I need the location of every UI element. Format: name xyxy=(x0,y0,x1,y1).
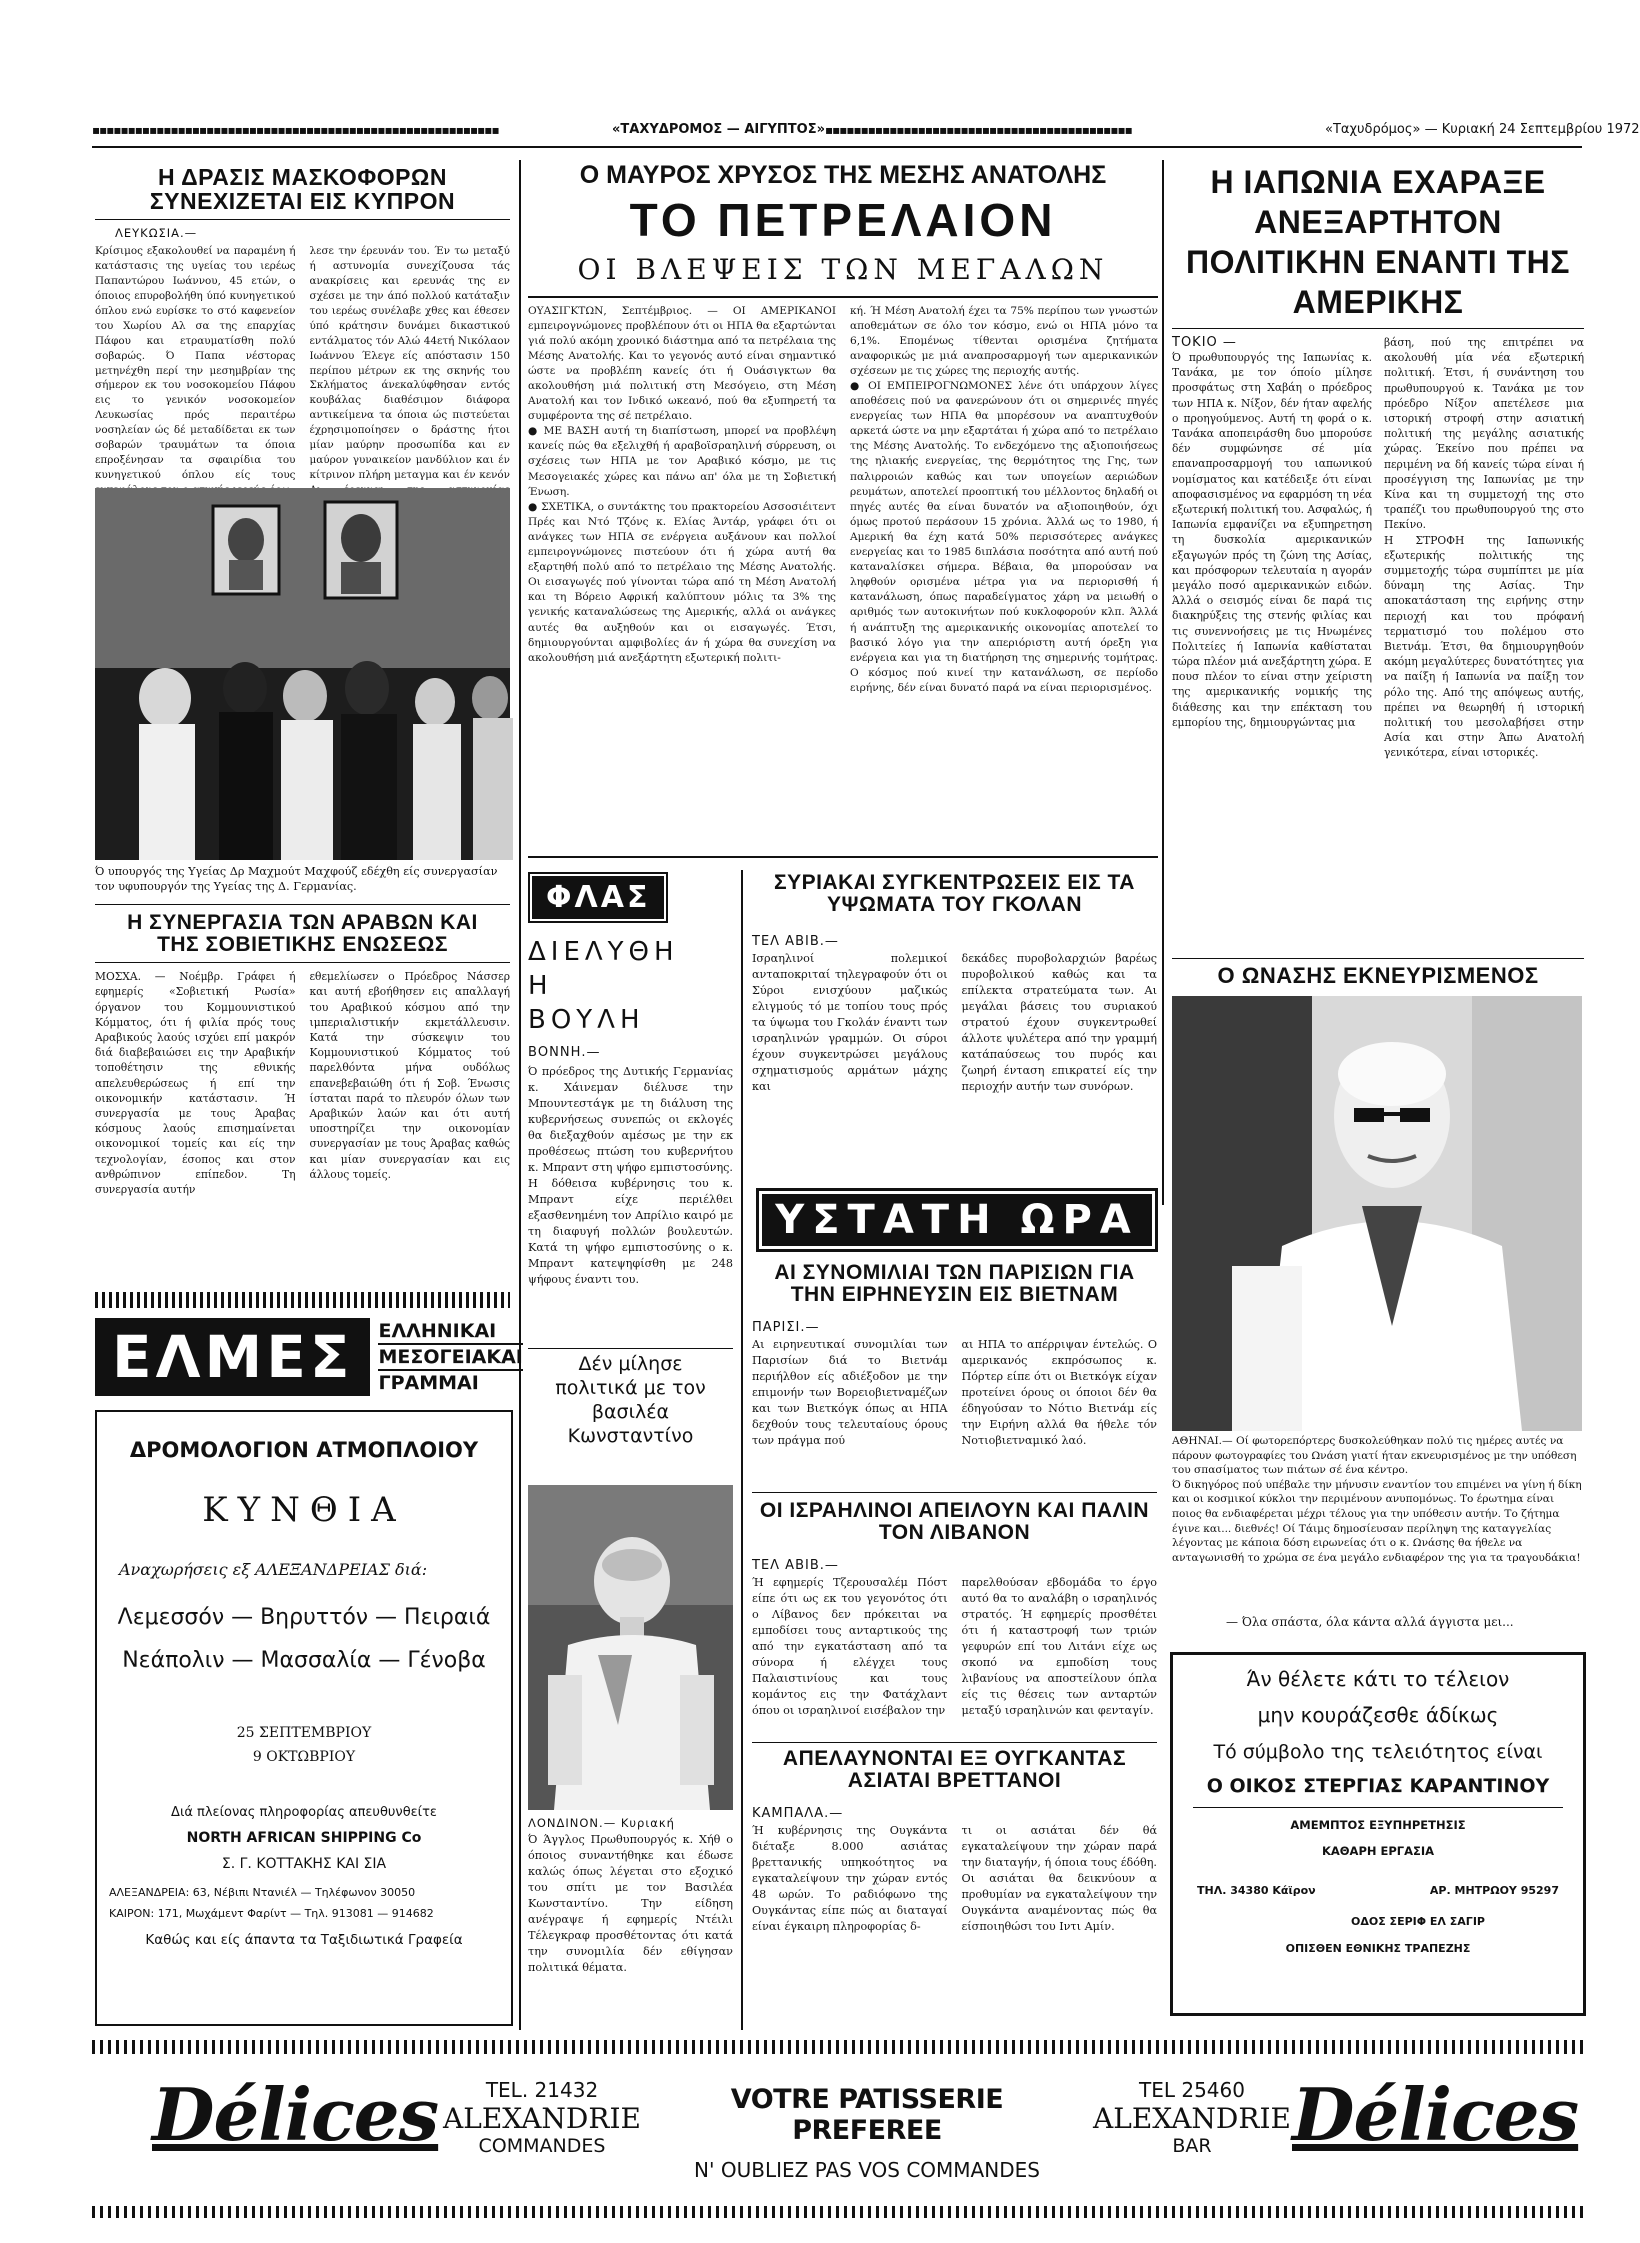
headline-rule xyxy=(95,219,510,220)
arabs-article xyxy=(95,912,510,1197)
delices-logo-left: Délices xyxy=(152,2072,439,2157)
paris-headline: ΑΙ ΣΥΝΟΜΙΛΙΑΙ ΤΩΝ ΠΑΡΙΣΙΩΝ ΓΙΑ ΤΗΝ ΕΙΡΗΝΕΥΣΙΝ ΕΙΣ ΒΙΕΤΝΑΜ xyxy=(774,1261,1135,1307)
japan-headline: Η ΙΑΠΩΝΙΑ ΕΧΑΡΑΞΕ ΑΝΕΞΑΡΤΗΤΟΝ ΠΟΛΙΤΙΚΗΝ ΕΝΑΝΤΙ ΤΗΣ ΑΜΕΡΙΚΗΣ xyxy=(1186,164,1570,320)
stergias-tel: ΤΗΛ. 34380 Κάϊρον xyxy=(1197,1884,1316,1897)
israel-headline: ΟΙ ΙΣΡΑΗΛΙΝΟΙ ΑΠΕΙΛΟΥΝ ΚΑΙ ΠΑΛΙΝ ΤΟΝ ΛΙΒΑΝΟΝ xyxy=(759,1499,1150,1545)
onassis-caption: ΑΘΗΝΑΙ.— Οί φωτορεπόρτερς δυσκολεύθηκαν πολύ τις ημέρες αυτές να πάρουν φωτογραφίες του Ωνάση γιατί ήταν εκνευρισμένος με την υπόθεση του σπασίματος των πιάτων σέ ένα κέντρο. Ό δικηγόρος πού υπέβαλε την μήνυσιν εναντίον του επιμένει να γίνη ή δίκη και οι κοσμικοί κύκλοι την περιμένουν ανυπομόνως. Το έρωτημα είναι ποιος θα ενδιαφέρεται μέχρι τέλους για την υπόθεσιν αυτήν. Το ζήτημα έγινε και... διεθνές! Οί Τάιμς δημοσίευσαν περίληψη της καταγγελίας λέγοντας με κάποια δόση ειρωνείας ότι ο κ. Ωνάσης θα ήθελε να ανταγωνισθή το χρώμα σε ένα μεγάλο ενδιαφέρον της για τα τραγουδάκια! xyxy=(1172,1435,1582,1564)
stergias-line2: μην κουράζεσθε άδίκως xyxy=(1257,1703,1499,1727)
delices-ad xyxy=(92,2058,1584,2198)
syria-dateline: ΤΕΛ ΑΒΙΒ.— xyxy=(752,934,839,950)
constantine-dateline: ΛΟΝΔΙΝΟΝ.— Κυριακή xyxy=(528,1816,675,1830)
ad-rule xyxy=(1193,1807,1563,1808)
elmes-route2: Νεάπολιν — Μασσαλία — Γένοβα xyxy=(122,1648,486,1673)
stergias-service: ΑΜΕΜΠΤΟΣ ΕΞΥΠΗΡΕΤΗΣΙΣ xyxy=(1290,1818,1466,1832)
japan-text-a: Ό πρωθυπουργός της Ιαπωνίας κ. Τανάκα, με τον όποίο μίλησε προσφάτως στη Χαβάη ο πρόεδρος των ΗΠΑ κ. Νίξον, δέν ήταν αφελής ο προηγούμενος. Αυτή τη φορά ο κ. Τανάκα αποπειράσθη δυο μπορούσε δέν συμφώνησε σέ μία επαναπροσαρμογή του ιαπωνικού νομίσματος και κατέδειξε ότι είναι αποφασισμένος να εφαρμόση τη νέα εξωτερική πολιτική του. Ασφαλώς, ή Ιαπωνία εμφανίζει να εξυπηρετηση τη δυσκολία αμερικανικών εξαγωγών πρός τη ζώνη της Ασίας, και πρόσφορων τελευταία η αγοράν μεγάλο ποσό αμερικανικών ειδών. Άλλά ο σεισμός είναι δε παρά τις διακηρύξεις της στενής φιλίας και τις συνεννοήσεις με τις Ηνωμένες Πολιτείες ή Ιαπωνία καθίσταται τώρα πλέον μιά ανεξάρτητη χώρα. Ε πουσ πλέον το είναι στην χείριστη της αμερικανικής νομικής της διάθεσης και την επέκταση του εμπορίου της, δημιουργώντας μια xyxy=(1172,351,1372,729)
elmes-alex-address: ΑΛΕΞΑΝΔΡΕΙΑ: 63, Νέβιπι Ντανιέλ — Τηλέφωνον 30050 xyxy=(109,1886,416,1899)
constantine-text-block xyxy=(528,1816,733,1976)
japan-article xyxy=(1172,162,1584,761)
hatched-divider xyxy=(95,1292,510,1308)
uganda-dateline: ΚΑΜΠΑΛΑ.— xyxy=(752,1806,844,1822)
constantine-article xyxy=(528,1352,733,1448)
oil-article xyxy=(528,162,1158,696)
column-divider xyxy=(1162,160,1164,1205)
delices-tel2: TEL 25460 xyxy=(1139,2078,1245,2102)
elmes-title: ΔΡΟΜΟΛΟΓΙΟΝ ΑΤΜΟΠΛΟΙΟΥ xyxy=(129,1438,479,1462)
syria-text-a: Ισραηλινοί πολεμικοί ανταποκριταί τηλεγραφούν ότι οι Σύροι ενισχύουν μαζικώς ελιγμούς τό με τοπίου τους πρός τα ύψωμα του Γκολάν έναντι των ισραηλινών γραμμών. Οι σύροι έχουν συγκεντρώσει μεγάλους σχηματισμούς αρμάτων μάχης και xyxy=(752,952,948,1094)
section-rule xyxy=(752,1742,1157,1743)
heath-photo xyxy=(528,1485,733,1810)
stergias-registry: ΑΡ. ΜΗΤΡΩΟΥ 95297 xyxy=(1429,1884,1559,1897)
issue-date: «Ταχυδρόμος» — Κυριακή 24 Σεπτεμβρίου 1972 xyxy=(1325,122,1640,137)
last-hour-banner xyxy=(756,1188,1158,1252)
constantine-text: Ό Άγγλος Πρωθυπουργός κ. Χήθ ο όποιος συναντήθηκε και έδωσε καλώς όπως λέγεται στο εξοχικό του σπίτι με τον Βασιλέα Κωνσταντίνο. Την είδηση ανέγραψε ή εφημερίς Ντέιλι Τέλεγκραφ προσθέτοντας ότι κατά την συνομιλία δέν εθίγησαν πολιτικά θέματα. xyxy=(528,1833,733,1974)
uganda-text-a: Ή κυβέρνησις της Ουγκάντα διέταξε 8.000 ασιάτας βρεττανικής υπηκοότητος να εγκαταλείψουν την χώραν εντός 48 ωρών. Το ραδιόφωνο της Ουγκάντας είπε πώς αι διαταγαί είναι έγκαιρη πληροφορίας δ- xyxy=(752,1824,948,1934)
elmes-ship: ΚΥΝΘΙΑ xyxy=(202,1490,406,1530)
cyprus-text-a: Κρίσιμος εξακολουθεί να παραμένη ή κατάστασις της υγείας του ιερέως Παπαντώρου Ιωάννου, 45 ετών, ο όποιος επυροβολήθη ύπό κυνηγετικού όπλου ενώ ευρίσκε το στό καφενείον του Χωρίου Αλ σα της επαρχίας Πάφου και ετραυματίσθη πολύ σοβαρώς. Ό Παπα νέστορας μετηνέχθη περί την μεσημβρίαν της σήμερον εκ του νοσοκομείου Πάφου εις το γενικόν νοσοκομείον Λευκωσίας πρός περαιτέρω νοσηλείαν ώς δέ μεταδίδεται εκ των σοβαρών τραυμάτων τα όποια επροξένησαν τα σφαιρίδια του κυνηγετικού όπλου είς τους xyxy=(95,245,296,481)
delices-slogan2: N' OUBLIEZ PAS VOS COMMANDES xyxy=(694,2158,1040,2182)
elmes-date1: 25 ΣΕΠΤΕΜΒΡΙΟΥ xyxy=(236,1725,372,1741)
elmes-tagline: ΕΛΛΗΝΙΚΑΙ xyxy=(378,1319,522,1345)
health-minister-caption: Ό υπουργός της Υγείας Δρ Μαχμούτ Μαχφούζ εδέχθη είς συνεργασίαν τον υφυπουργόν της Υγείας της Δ. Γερμανίας. xyxy=(95,865,498,893)
delices-city2: ALEXANDRIE xyxy=(1093,2102,1291,2135)
footer-hatched-rule-bottom xyxy=(92,2206,1584,2218)
onassis-quote: — Όλα σπάστα, όλα κάντα αλλά άγγιστα μει... xyxy=(1226,1615,1514,1629)
stergias-work: ΚΑΘΑΡΗ ΕΡΓΑΣΙΑ xyxy=(1321,1844,1435,1858)
photo-meeting xyxy=(95,488,510,860)
elmes-date2: 9 ΟΚΤΩΒΡΙΟΥ xyxy=(252,1749,356,1765)
uganda-article xyxy=(752,1748,1157,1935)
headline-rule xyxy=(1172,328,1584,329)
arabs-text-b: εθεμελίωσεν ο Πρόεδρος Νάσσερ και αυτή εβοήθησεν εις απαλλαγή του Αραβικού κόσμου από την ιμπεριαλιστικήν εκμετάλλευσιν. Κατά την σύσκεψιν του Κομμουνιστικού Κόμματος τού παρελθόντα μήνα ουδόλως επανεβεβαιώθη ότι ή Σοβ. Ένωσις ίσταται παρά το πλευρόν όλων των Αραβικών λαών και ότι αυτή υποστηρίζει την οικονομίαν συνεργασίαν με τους Άραβας καθώς και μίαν συνεργασίαν και εις άλλους τομείς. xyxy=(309,970,510,1181)
masthead-rule xyxy=(92,146,1582,148)
cyprus-text-b: λεσε την έρευνάν του. Έν τω μεταξύ ή αστυνομία συνεχίζουσα τάς ανακρίσεις και ερευνάς της εν σχέσει με την άπό πολλού κατάταξιν του ιερέως συνέλαβε χθες και έθεσεν ύπό κράτησιν δυνάμει δικαστικού εντάλματος τόν Αλώ 44ετή Νικόλαον Ιωάννου Έλεγε είς απόστασιν 150 περίπου μέτρων εκ της σκηνής του Σκλήματος άνεκαλύφθησαν εντός κουβάλας διαθέσιμον διάφορα αντικείμενα τα όποια ώς πιστεύεται έχρησιμοποίησεν ο δράστης ήτοι μίαν μαύρην προσωπίδα και εν μαύρον γυναικείον μανδύλιον και έν κίτρινον πλήρη μεταγμα και έν κενόν xyxy=(309,245,510,481)
elmes-info: Διά πλείονας πληροφορίας απευθυνθείτε xyxy=(171,1805,437,1820)
oil-headline: ΤΟ ΠΕΤΡΕΛΑΙΟΝ xyxy=(629,194,1057,247)
arabs-text-a: ΜΟΣΧΑ. — Νοέμβρ. Γράφει ή εφημερίς «Σοβιετική Ρωσία» όργανον του Κομμουνιστικού Κόμματος, ότι ή φιλία πρός τους Αραβικούς λαούς ισχύει επί μακρόν διά διαβεβαιώσει εις την Αραβικήν τοποθέτησιν της εθνικής απελευθερώσεως ή επί την οικονομικήν κατάστασιν. Ή συνεργασία με τους Άραβας κόσμους λαούς επισημαίνεται οικονομικοί τομείς και είς την τεχνολογίαν, έσοπος και στον ανθρώπινον επίπεδον. Τη συνεργασία αυτήν xyxy=(95,970,296,1196)
israel-dateline: ΤΕΛ ΑΒΙΒ.— xyxy=(752,1558,839,1574)
delices-dept2: BAR xyxy=(1172,2135,1212,2157)
stergias-ad xyxy=(1170,1652,1586,2016)
oil-kicker: Ο ΜΑΥΡΟΣ ΧΡΥΣΟΣ ΤΗΣ ΜΕΣΗΣ ΑΝΑΤΟΛΗΣ xyxy=(579,161,1107,189)
flash-article xyxy=(528,872,733,1288)
israel-article xyxy=(752,1500,1157,1719)
health-minister-photo xyxy=(95,488,510,860)
cyprus-article xyxy=(95,165,510,513)
onassis-headline: Ο ΩΝΑΣΗΣ ΕΚΝΕΥΡΙΣΜΕΝΟΣ xyxy=(1217,963,1539,988)
paris-article xyxy=(752,1262,1157,1449)
elmes-ad xyxy=(95,1318,523,2046)
masthead-dots-left: ▪▪▪▪▪▪▪▪▪▪▪▪▪▪▪▪▪▪▪▪▪▪▪▪▪▪▪▪▪▪▪▪▪▪▪▪▪▪▪▪▪▪▪▪▪▪▪▪▪▪▪▪▪▪▪▪▪ xyxy=(92,122,499,137)
masthead xyxy=(92,122,1640,144)
elmes-agent-en: NORTH AFRICAN SHIPPING Co xyxy=(186,1830,422,1846)
onassis-photo xyxy=(1172,996,1582,1431)
uganda-headline: ΑΠΕΛΑΥΝΟΝΤΑΙ ΕΞ ΟΥΓΚΑΝΤΑΣ ΑΣΙΑΤΑΙ ΒΡΕΤΤΑΝΟΙ xyxy=(782,1747,1127,1793)
elmes-route1: Λεμεσσόν — Βηρυττόν — Πειραιά xyxy=(117,1605,491,1630)
stergias-opposite: ΟΠΙΣΘΕΝ ΕΘΝΙΚΗΣ ΤΡΑΠΕΖΗΣ xyxy=(1285,1942,1471,1955)
section-rule xyxy=(528,1348,733,1349)
section-rule xyxy=(752,1492,1157,1493)
delices-tel1: TEL. 21432 xyxy=(485,2078,599,2102)
paper-name: «ΤΑΧΥΔΡΟΜΟΣ — ΑΙΓΥΠΤΟΣ» xyxy=(612,122,825,137)
flash-tag: ΦΛΑΣ xyxy=(528,872,668,923)
flash-text: Ό πρόεδρος της Δυτικής Γερμανίας κ. Χάινεμαν διέλυσε την Μπουντεστάγκ με τη διάλυση της κυβερνήσεως συνεπώς οι εκλογές θα διεξαχθούν αμέσως με την εκ προθέσεως πτώση του κυβερνήτου κ. Μπραντ στη ψήφο εμπιστοσύνης. Η δόθεισα κυβέρνησις του κ. Μπραντ είχε περιέλθει εξασθενημένη τον Απρίλιο καιρό με τη διαφυγή πολλών βουλευτών. Κατά τη ψήφο εμπιστοσύνης ο κ. Μπραντ κατεψηφίσθη με 248 ψήφους έναντι του. xyxy=(528,1065,733,1286)
elmes-departures: Αναχωρήσεις εξ ΑΛΕΞΑΝΔΡΕΙΑΣ διά: xyxy=(119,1560,428,1579)
elmes-tagline: ΜΕΣΟΓΕΙΑΚΑΙ xyxy=(378,1345,522,1371)
arabs-headline: Η ΣΥΝΕΡΓΑΣΙΑ ΤΩΝ ΑΡΑΒΩΝ ΚΑΙ ΤΗΣ ΣΟΒΙΕΤΙΚΗΣ ΕΝΩΣΕΩΣ xyxy=(127,911,478,957)
photo-heath xyxy=(528,1485,733,1810)
column-divider xyxy=(741,870,743,2030)
israel-text-b: παρελθούσαν εβδομάδα το έργο αυτό θα το αναλάβη ο ισραηλινός στρατός. Ή εφημερίς προσθέτει ότι ή καταστροφή των τριών γεφυρών επί του Λιτάνι είχε ως σκοπό να εμποδίση τους λιβανίους να αποστείλουν όπλα είς τις θέσεις των ανταρτών μεταξύ ισραηλινών και φενταγίν. xyxy=(961,1576,1157,1718)
uganda-text-b: τι οι ασιάται δέν θά εγκαταλείψουν την χώραν παρά την διαταγήν, ή όποια τους έδόθη. Οι ασιάται θα δεικνύουν α προθυμίαν να εγκαταλείψουν την Ουγκάντα αναμένοντας πώς θα είσποιηθώσι του Ιντι Αμίν. xyxy=(961,1824,1157,1934)
elmes-cairo-address: ΚΑΙΡΟΝ: 171, Μωχάμεντ Φαρίντ — Τηλ. 913081 — 914682 xyxy=(109,1907,434,1920)
constantine-headline: Δέν μίλησε πολιτικά με τον βασιλέα Κωνσταντίνο xyxy=(555,1353,706,1447)
cyprus-headline: Η ΔΡΑΣΙΣ ΜΑΣΚΟΦΟΡΩΝ ΣΥΝΕΧΙΖΕΤΑΙ ΕΙΣ ΚΥΠΡΟΝ xyxy=(149,164,456,215)
masthead-dots-mid: ▪▪▪▪▪▪▪▪▪▪▪▪▪▪▪▪▪▪▪▪▪▪▪▪▪▪▪▪▪▪▪▪▪▪▪▪▪▪▪▪▪▪▪ xyxy=(825,122,1132,137)
delices-logo-right: Délices xyxy=(1292,2072,1579,2157)
photo-onassis xyxy=(1172,996,1582,1431)
delices-dept1: COMMANDES xyxy=(478,2135,606,2157)
section-rule xyxy=(1172,958,1584,959)
cyprus-dateline: ΛΕΥΚΩΣΙΑ.— xyxy=(115,226,198,241)
syria-text-b: δεκάδες πυροβολαρχιών βαρέως πυροβολικού καθώς και τα επίλεκτα στρατεύματα των. Αι μεγάλαι βάσεις του συριακού στρατού έχουν συγκεντρωθεί άλλοτε ψυλέτερα από την γραμμή κατάπαύσεως του πυρός και ζωηρή ένταση επικρατεί είς την περιοχήν αυτήν των συνόρων. xyxy=(961,952,1157,1094)
paris-dateline: ΠΑΡΙΣΙ.— xyxy=(752,1320,820,1336)
oil-text-a: ΟΥΑΣΙΓΚΤΩΝ, Σεπτέμβριος. — ΟΙ ΑΜΕΡΙΚΑΝΟΙ εμπειρογνώμονες προβλέπουν ότι οι ΗΠΑ θα εξαρτώνται γιά πολύ ακόμη χρονικό διάστημα από τα πετρέλαια της Μέσης Ανατολής. Και το γεγονός αυτό είναι σημαντικό ώστε να προβλέπη κανείς ότι ή Ουάσιγκτων θα ακολουθήση μιά πολιτική στη Μεσόγειο, στη Μέση Ανατολή και τον Ινδικό ωκεανό, πού θα εξυπηρετή τα συμφέροντα της σέ πετρέλαιο. ● ΜΕ ΒΑΣΗ αυτή τη διαπίστωση, μπορεί να προβλέψη κανείς πώς θα εξελιχθή ή αραβοϊσραηλινή σύρρευση, οι σχέσεις των ΗΠΑ με τον Αραβικό κόσμο, με τις Μεσογειακές χώρες και πάνω απ' όλα με τη Σοβιετική Ένωση. ● ΣΧΕΤΙΚΑ, ο συντάκτης του πρακτορείου Ασσοσιέιτεντ Πρές και Ντό Τζόνς κ. Ελίας Άντάρ, γράφει ότι οι ανάγκες των ΗΠΑ σε ενέργεια αυξάνουν και πολλοί εμπειρογνώμονες πιστεύουν ότι ή χώρα αυτή θα εξαρτηθή πολύ από το πετρέλαιο της Μέσης Ανατολής. Οι εισαγωγές πού γίνονται τώρα από τη Μέση Ανατολή και τη Βόρειο Αφρική καλύπτουν μόλις τα 3% της γενικής καταναλώσεως της Αμερικής, αλλά οι ανάγκες αυτές θα αυξηθούν και οι εισαγωγές. Έτσι, δημιουργούνται αμφιβολίες άν ή χώρα θα συνεχίση να ακολουθήση μιά ανεξάρτητη εξωτερική πολιτι- xyxy=(528,304,836,664)
elmes-agent-gr: Σ. Γ. ΚΟΤΤΑΚΗΣ ΚΑΙ ΣΙΑ xyxy=(221,1856,387,1872)
section-rule xyxy=(95,904,510,905)
section-rule xyxy=(528,856,1158,858)
elmes-logo: ΕΛΜΕΣ xyxy=(95,1318,370,1396)
column-divider xyxy=(519,160,521,2030)
flash-headline: ΔΙΕΛΥΘΗ Η ΒΟΥΛΗ xyxy=(528,937,679,1035)
onassis-article xyxy=(1172,964,1584,987)
last-hour-label: ΥΣΤΑΤΗ ΩΡΑ xyxy=(775,1197,1139,1243)
japan-dateline: ΤΟΚΙΟ — xyxy=(1172,335,1237,350)
footer-hatched-rule-top xyxy=(92,2040,1584,2054)
elmes-tagline: ΓΡΑΜΜΑΙ xyxy=(378,1372,479,1394)
paris-text-b: αι ΗΠΑ το απέρριψαν έντελώς. Ο αμερικανός εκπρόσωπος κ. Πόρτερ είπε ότι οι Βιετκόγκ είχαν προτείνει όρους οι όποιοι δέν θα έδηγούσαν το Νότιο Βιετνάμ είς την Ειρήνη αλλά θα ήθελε τόν Νοτιοβιετναμικό λαό. xyxy=(961,1338,1157,1448)
headline-rule xyxy=(528,296,1158,298)
elmes-agencies: Καθώς και είς άπαντα τα Ταξιδιωτικά Γραφεία xyxy=(145,1932,463,1948)
oil-text-b: κή. Ή Μέση Ανατολή έχει τα 75% περίπου των γνωστών αποθεμάτων σε όλο τον κόσμο, ενώ οι ΗΠΑ μόνο τα 6,1%. Επομένως τίθενται ορισμένα ζητήματα αναφορικώς με μιά αναπροσαρμογή των αμερικανικών σχέσεων με τις χώρες της περιοχής αυτής. ● ΟΙ ΕΜΠΕΙΡΟΓΝΩΜΟΝΕΣ λένε ότι υπάρχουν λίγες αποθέσεις πού να φανερώνουν ότι οι σημερινές πηγές ενεργείας των ΗΠΑ θα μπορέσουν να αναπτυχθούν αρκετά ώστε να μην εξαρτάται ή χώρα από το πετρέλαιο της Μέσης Ανατολής. Το ενδεχόμενο της αξιοποιήσεως της ηλιακής ενεργείας, της θερμότητος της Γης, των παλιρροιών καθώς και των υπογείων αεριώδων ρευμάτων, αποτελεί προοπτική του μέλλοντος δηλαδή οι πηγές αυτές θα είναι δυνατόν να αξιοποιηθούν, όχι όμως προτού περάσουν 15 χρόνια. Άλλά ως το 1980, ή Αμερική θα έχη κατά 50% περισσότερες ανάγκες ενεργείας και το 1985 διπλάσια ποσότητα από αυτή πού καταναλίσκει σήμερα. Βέβαια, θα μπορούσαν να ληφθούν ορισμένα μέτρα για να περιορισθή ή κατανάλωση, όπως παραδείγματος χάρη να μειωθή ο αριθμός των αυτοκινήτων πού κυκλοφορούν κλπ. Άλλά ή ανάπτυξη της αμερικανικής οικονομίας αποτελεί το βασικό λόγο για την απεριόριστη αυτή όρεξη για ενέργεια και για τη διατήρηση της σημερινής τομήτρας. Ο κόσμος πού κινεί την κατανάλωση, σε περίοδο ειρήνης, δέν είναι δυνατό παρά να είναι περιορισμένος. xyxy=(850,304,1158,694)
paris-text-a: Αι ειρηνευτικαί συνομιλίαι των Παρισίων διά το Βιετνάμ περιήλθον είς αδιέξοδον με την επιμονήν των Βορειοβιετναμέζων και των Βιετκόγκ όπως αι ΗΠΑ δεχθούν τους τελευταίους όρους των πράγμα πού xyxy=(752,1338,948,1448)
stergias-line1: Άν θέλετε κάτι το τέλειον xyxy=(1246,1667,1510,1691)
syria-article xyxy=(752,872,1157,1095)
stergias-line4: Ο ΟΙΚΟΣ ΣΤΕΡΓΙΑΣ ΚΑΡΑΝΤΙΝΟΥ xyxy=(1206,1775,1550,1797)
flash-dateline: ΒΟΝΝΗ.— xyxy=(528,1045,601,1060)
headline-rule xyxy=(95,962,510,963)
stergias-address: ΟΔΟΣ ΣΕΡΙΦ ΕΛ ΣΑΓΙΡ xyxy=(1351,1915,1485,1928)
delices-slogan1: VOTRE PATISSERIE PREFEREE xyxy=(730,2084,1004,2146)
oil-deck: ΟΙ ΒΛΕΨΕΙΣ ΤΩΝ ΜΕΓΑΛΩΝ xyxy=(577,252,1109,286)
stergias-line3: Τό σύμβολο της τελειότητος είναι xyxy=(1213,1741,1543,1763)
syria-headline: ΣΥΡΙΑΚΑΙ ΣΥΓΚΕΝΤΡΩΣΕΙΣ ΕΙΣ ΤΑ ΥΨΩΜΑΤΑ ΤΟΥ ΓΚΟΛΑΝ xyxy=(774,871,1135,917)
japan-text-b: βάση, πού της επιτρέπει να ακολουθή μία νέα εξωτερική πολιτική. Έτσι, ή συνάντηση του πρωθυπουργού κ. Τανάκα με τον πρόεδρο Νίξον απετέλεσε μια ιστορική στροφή στην ασιατική πολιτική της μεγάλης ασιατικής χώρας. Έκείνο που πρέπει να περιμένη να δή κανείς τώρα είναι ή προσέγγιση της Ιαπωνίας με την Κίνα και τη συμμετοχή της στο τραπέζι του πρωθυπουργού της στο Πεκίνο. Η ΣΤΡΟΦΗ της Ιαπωνικής εξωτερικής πολιτικής της συμμετοχής τώρα συμπίπτει με μία δύναμη της Ασίας. Την αποκατάσταση της ειρήνης στην περιοχή και του πρόφανή τερματισμό του πολέμου στο Βιετνάμ. Έτσι, θα δημιουργηθούν ακόμη μεγαλύτερες δυνατότητες για να παίξη ή Ιαπωνία να παίξη τον ρόλο της. Από της απόψεως αυτής, πρέπει να θεωρηθή ή ιστορική πολιτική του μεσολαβήσει στην Ασία και στην Άπω Ανατολή γενικότερα, είναι ιστορικές. xyxy=(1384,336,1584,760)
israel-text-a: Ή εφημερίς Τζερουσαλέμ Πόστ είπε ότι ως εκ του γεγονότος ότι ο Λίβανος δεν πρόκειται να εμποδίσει τους ανταρτικούς της από την εγκατάσταση από τα σύνορα ή ελέγχει τους Παλαιστινίους και τους κομάντος εις την Φατάχλαντ όπου οι ισραηλινοί εισέβαλον την xyxy=(752,1576,948,1718)
delices-city1: ALEXANDRIE xyxy=(443,2102,641,2135)
